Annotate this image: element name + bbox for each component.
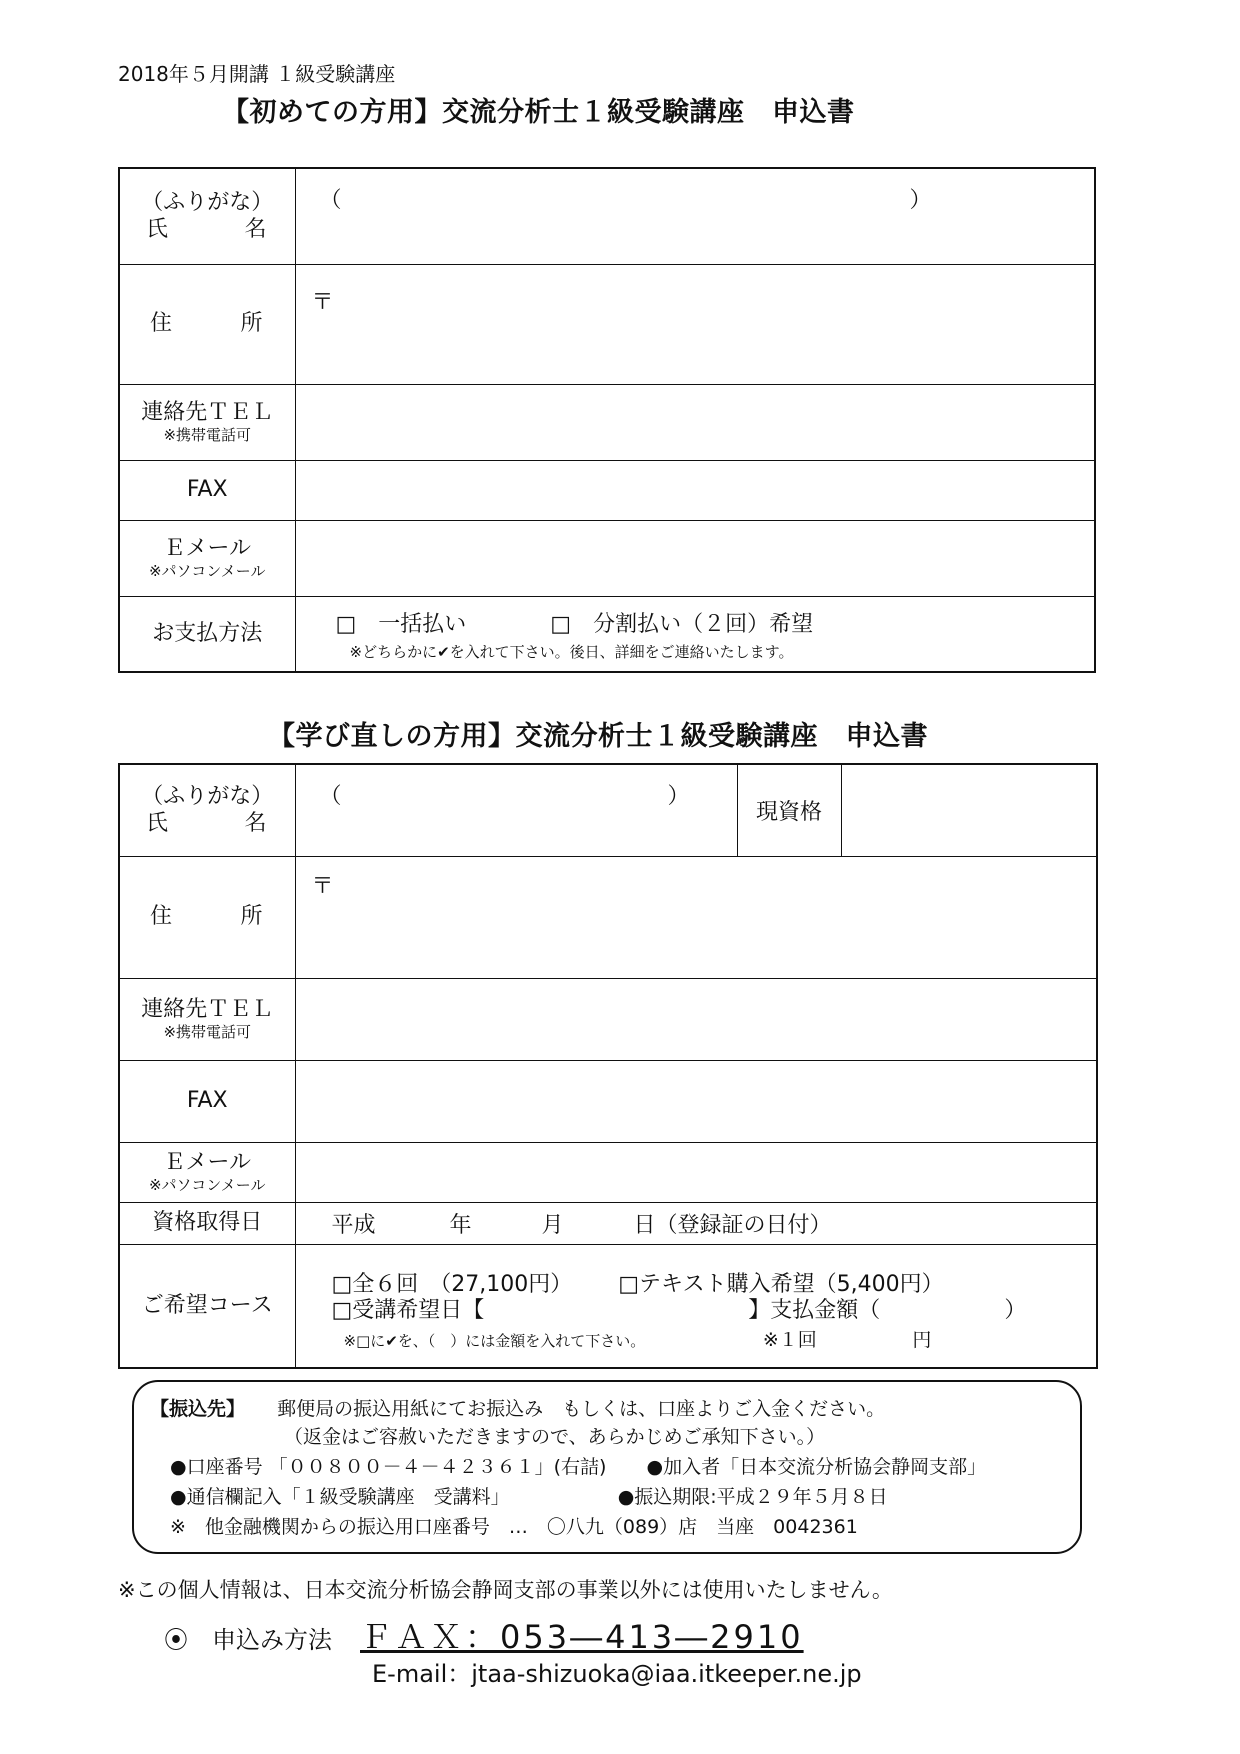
form2-table bbox=[118, 763, 1098, 1369]
bank-deadline: ●振込期限:平成２９年５月８日 bbox=[617, 1486, 888, 1508]
form2-address-label bbox=[119, 856, 295, 978]
bank-refund-note: （返金はご容赦いただきますので、あらかじめご承知下さい。） bbox=[284, 1426, 826, 1448]
name-char-2: 名 bbox=[244, 811, 267, 837]
privacy-notice: ※この個人情報は、日本交流分析協会静岡支部の事業以外には使用いたしません。 bbox=[118, 1578, 893, 1602]
form1-name-label bbox=[119, 168, 295, 264]
form1-payment-field bbox=[295, 596, 1095, 672]
preferred-date-checkbox[interactable]: □受講希望日【 bbox=[331, 1297, 485, 1323]
bank-other-institutions: ※ 他金融機関からの振込用口座番号 … 〇八九（089）店 当座 0042361 bbox=[170, 1516, 858, 1538]
name-char-1: 氏 bbox=[146, 217, 169, 243]
paren-close: ） bbox=[667, 784, 690, 809]
form2-tel-label bbox=[119, 978, 295, 1060]
form1-payment-label: お支払方法 bbox=[119, 596, 295, 672]
form2-address-field[interactable] bbox=[295, 856, 1097, 978]
current-qualification-field[interactable] bbox=[841, 764, 1097, 856]
furigana-label: （ふりがな） bbox=[141, 783, 274, 809]
form2-name-label bbox=[119, 764, 295, 856]
form1-email-label bbox=[119, 520, 295, 596]
paren-open: （ bbox=[319, 784, 342, 809]
current-qualification-label: 現資格 bbox=[737, 764, 841, 856]
postal-mark: 〒 bbox=[311, 289, 334, 315]
form1-title: 【初めての方用】交流分析士１級受験講座 申込書 bbox=[222, 97, 855, 128]
form1-tel-label bbox=[119, 384, 295, 460]
course-header: 2018年５月開講 １級受験講座 bbox=[118, 62, 396, 86]
date-month: 月 bbox=[541, 1212, 564, 1238]
tel-label: 連絡先ＴＥＬ bbox=[141, 996, 274, 1022]
form1-address-label bbox=[119, 264, 295, 384]
bank-account-holder: ●加入者「日本交流分析協会静岡支部」 bbox=[646, 1456, 987, 1478]
form1-email-field[interactable] bbox=[295, 520, 1095, 596]
date-day: 日（登録証の日付） bbox=[633, 1212, 832, 1238]
application-method-label: ⦿ 申込み方法 bbox=[164, 1626, 332, 1654]
bank-instructions: 郵便局の振込用紙にてお振込み もしくは、口座よりご入金ください。 bbox=[277, 1398, 886, 1420]
bank-transfer-box bbox=[132, 1380, 1082, 1554]
form2-tel-field[interactable] bbox=[295, 978, 1097, 1060]
payment-note: ※どちらかに✔を入れて下さい。後日、詳細をご連絡いたします。 bbox=[349, 642, 794, 661]
per-session-label: ※１回 bbox=[762, 1328, 817, 1351]
fax-number: ＦＡＸ：053―413―2910 bbox=[360, 1618, 804, 1656]
address-char-2: 所 bbox=[240, 311, 263, 337]
form2-email-label bbox=[119, 1142, 295, 1202]
postal-mark: 〒 bbox=[311, 873, 334, 899]
form1-fax-field[interactable] bbox=[295, 460, 1095, 520]
form2-fax-field[interactable] bbox=[295, 1060, 1097, 1142]
form1-tel-field[interactable] bbox=[295, 384, 1095, 460]
date-era: 平成 bbox=[331, 1212, 376, 1238]
paren-close: ） bbox=[909, 188, 932, 213]
payment-amount-close: ） bbox=[1004, 1297, 1027, 1323]
course-full-checkbox[interactable]: □全６回 （27,100円） bbox=[331, 1271, 573, 1297]
application-method bbox=[164, 1612, 804, 1658]
address-char-1: 住 bbox=[150, 311, 173, 337]
email-sub: ※パソコンメール bbox=[148, 1176, 266, 1194]
name-char-1: 氏 bbox=[146, 811, 169, 837]
name-char-2: 名 bbox=[244, 217, 267, 243]
form2-title: 【学び直しの方用】交流分析士１級受験講座 申込書 bbox=[268, 721, 928, 752]
address-char-2: 所 bbox=[240, 904, 263, 930]
course-note: ※□に✔を、（ ）には金額を入れて下さい。 bbox=[343, 1331, 646, 1350]
tel-sub: ※携帯電話可 bbox=[163, 426, 252, 444]
email-label: Ｅメール bbox=[163, 535, 252, 561]
date-year: 年 bbox=[449, 1212, 472, 1238]
email-sub: ※パソコンメール bbox=[148, 562, 266, 580]
form1-name-field[interactable] bbox=[295, 168, 1095, 264]
form2-email-field[interactable] bbox=[295, 1142, 1097, 1202]
bank-memo: ●通信欄記入「１級受験講座 受講料」 bbox=[170, 1486, 510, 1508]
form2-date-label: 資格取得日 bbox=[119, 1202, 295, 1244]
form1-fax-label: FAX bbox=[119, 460, 295, 520]
email-label: Ｅメール bbox=[163, 1149, 252, 1175]
bank-account-number: ●口座番号 「００８００－４－４２３６１」(右詰) bbox=[170, 1456, 607, 1478]
payment-lump-checkbox[interactable]: □ 一括払い bbox=[335, 611, 467, 637]
yen-label: 円 bbox=[912, 1328, 932, 1351]
form2-fax-label: FAX bbox=[119, 1060, 295, 1142]
form1-address-field[interactable] bbox=[295, 264, 1095, 384]
bank-heading: 【振込先】 bbox=[150, 1398, 246, 1420]
payment-installment-checkbox[interactable]: □ 分割払い（２回）希望 bbox=[550, 611, 814, 637]
furigana-label: （ふりがな） bbox=[141, 189, 274, 215]
form1-table bbox=[118, 167, 1096, 673]
form2-course-field bbox=[295, 1244, 1097, 1368]
form2-date-field[interactable] bbox=[295, 1202, 1097, 1244]
tel-label: 連絡先ＴＥＬ bbox=[141, 399, 274, 425]
address-char-1: 住 bbox=[150, 904, 173, 930]
form2-course-label: ご希望コース bbox=[119, 1244, 295, 1368]
textbook-checkbox[interactable]: □テキスト購入希望（5,400円） bbox=[618, 1271, 944, 1297]
contact-email[interactable]: E-mail：jtaa-shizuoka@iaa.itkeeper.ne.jp bbox=[372, 1660, 862, 1688]
paren-open: （ bbox=[319, 188, 342, 213]
form2-name-field[interactable] bbox=[295, 764, 737, 856]
tel-sub: ※携帯電話可 bbox=[163, 1023, 252, 1041]
payment-amount-label: 】支払金額（ bbox=[748, 1297, 881, 1323]
